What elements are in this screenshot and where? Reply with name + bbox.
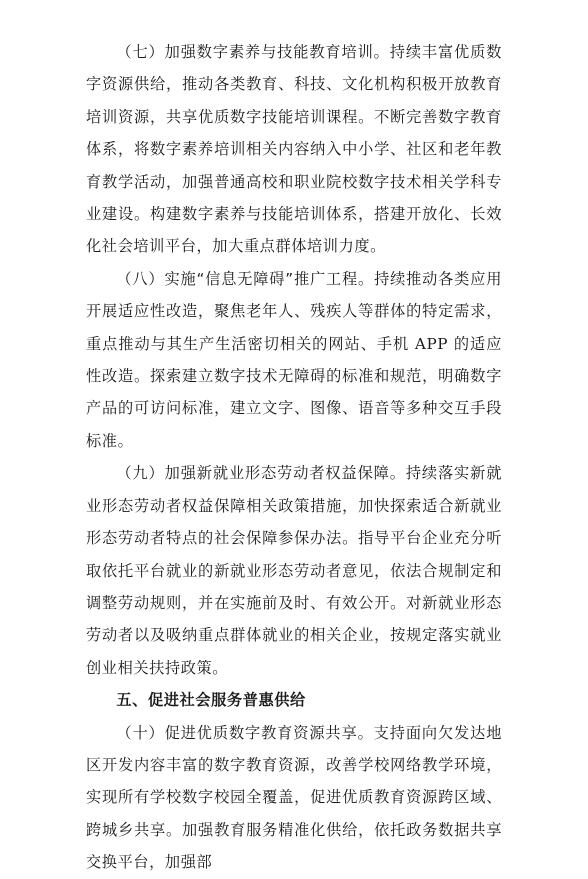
paragraph-10-lead: （十）促进优质数字教育资源共享。 — [116, 723, 374, 742]
paragraph-7-lead: （七）加强数字素养与技能教育培训。 — [116, 43, 390, 61]
paragraph-9-lead: （九）加强新就业形态劳动者权益保障。 — [116, 464, 406, 483]
paragraph-10 — [86, 717, 502, 879]
paragraph-8-body: 持续推动各类应用开展适应性改造，聚焦老年人、残疾人等群体的特定需求，重点推动与其生产生活密切相关的网站、手机 APP 的适应性改造。探索建立数字技术无障碍的标准和规范，明确数字产品的可访问标准，建立文字、图像、语音等多种交互手段标准。 — [86, 269, 502, 450]
paragraph-10-body: 支持面向欠发达地区开发内容丰富的数字教育资源，改善学校网络教学环境，实现所有学校数字校园全覆盖，促进优质教育资源跨区域、跨城乡共享。加强教育服务精准化供给，依托政务数据共享交换平台，加强部 — [86, 723, 502, 872]
section-heading: 五、促进社会服务普惠供给 — [116, 691, 306, 710]
paragraph-7-body: 持续丰富优质数字资源供给，推动各类教育、科技、文化机构积极开放教育培训资源，共享优质数字技能培训课程。不断完善数字教育体系，将数字素养培训相关内容纳入中小学、社区和老年教育教学活动，加强普通高校和职业院校数字技术相关学科专业建设。构建数字素养与技能培训体系，搭建开放化、长效化社会培训平台，加大重点群体培训力度。 — [86, 43, 502, 256]
paragraph-9-body: 持续落实新就业形态劳动者权益保障相关政策措施，加快探索适合新就业形态劳动者特点的社会保障参保办法。指导平台企业充分听取依托平台就业的新就业形态劳动者意见，依法合规制定和调整劳动规则，并在实施前及时、有效公开。对新就业形态劳动者以及吸纳重点群体就业的相关企业，按规定落实就业创业相关扶持政策。 — [86, 464, 502, 677]
paragraph-7 — [86, 36, 502, 263]
document-body — [86, 36, 502, 879]
paragraph-9 — [86, 457, 502, 684]
paragraph-8-lead: （八）实施“信息无障碍”推广工程。 — [116, 269, 375, 288]
paragraph-8 — [86, 263, 502, 457]
